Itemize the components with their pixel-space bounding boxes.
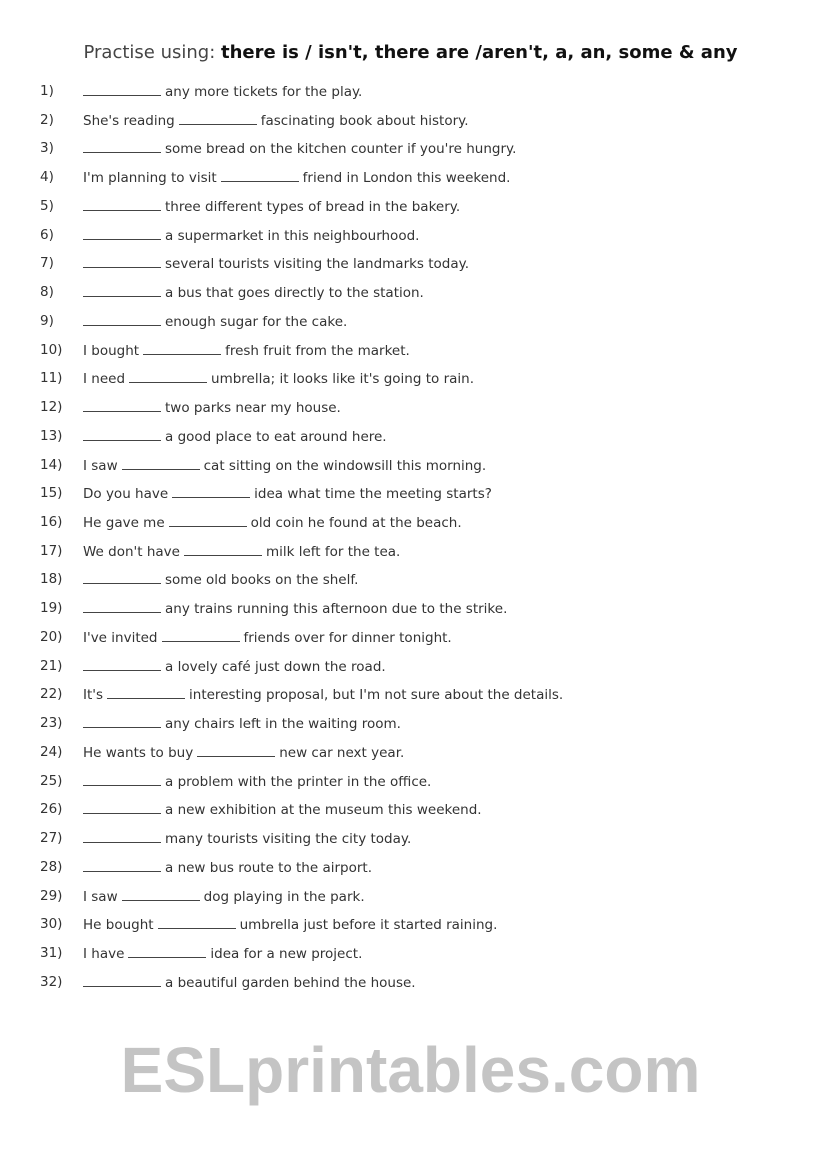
exercise-item: [40, 944, 563, 973]
answer-blank[interactable]: [143, 341, 221, 355]
exercise-item: [40, 369, 563, 398]
answer-blank[interactable]: [83, 973, 161, 987]
exercise-item: [40, 398, 563, 427]
item-number: 10): [40, 341, 63, 358]
item-sentence: [83, 829, 411, 858]
answer-blank[interactable]: [83, 829, 161, 843]
item-number: 21): [40, 657, 63, 674]
item-number: 2): [40, 111, 54, 128]
exercise-list: [40, 82, 563, 1002]
answer-blank[interactable]: [83, 858, 161, 872]
exercise-item: [40, 772, 563, 801]
sentence-after: any more tickets for the play.: [165, 84, 363, 100]
exercise-item: [40, 456, 563, 485]
answer-blank[interactable]: [128, 944, 206, 958]
exercise-item: [40, 685, 563, 714]
exercise-item: [40, 484, 563, 513]
sentence-after: two parks near my house.: [165, 400, 341, 417]
exercise-item: [40, 513, 563, 542]
item-sentence: [83, 226, 419, 255]
sentence-after: many tourists visiting the city today.: [165, 831, 412, 848]
answer-blank[interactable]: [172, 484, 250, 498]
sentence-after: enough sugar for the cake.: [165, 313, 348, 330]
sentence-before: He gave me: [83, 515, 165, 532]
item-sentence: [83, 312, 347, 341]
answer-blank[interactable]: [83, 570, 161, 584]
sentence-before: It's: [83, 687, 104, 704]
exercise-item: [40, 82, 563, 111]
item-number: 3): [40, 140, 54, 157]
sentence-after: interesting proposal, but I'm not sure about the details.: [189, 687, 564, 704]
item-sentence: [83, 800, 482, 829]
item-sentence: [83, 139, 516, 168]
answer-blank[interactable]: [83, 226, 161, 240]
item-sentence: [83, 570, 358, 599]
sentence-after: a supermarket in this neighbourhood.: [165, 227, 420, 244]
item-number: 7): [40, 255, 54, 272]
sentence-after: new car next year.: [279, 744, 405, 761]
item-sentence: [83, 341, 410, 370]
item-number: 19): [40, 600, 63, 617]
exercise-item: [40, 829, 563, 858]
exercise-item: [40, 139, 563, 168]
item-number: 8): [40, 284, 54, 301]
answer-blank[interactable]: [83, 800, 161, 814]
exercise-item: [40, 341, 563, 370]
sentence-after: umbrella; it looks like it's going to rain.: [211, 371, 474, 388]
exercise-item: [40, 887, 563, 916]
sentence-after: any chairs left in the waiting room.: [165, 716, 401, 733]
answer-blank[interactable]: [221, 168, 299, 182]
item-number: 28): [40, 858, 63, 875]
answer-blank[interactable]: [83, 254, 161, 268]
item-sentence: [83, 456, 486, 485]
sentence-after: several tourists visiting the landmarks today.: [165, 256, 470, 273]
exercise-item: [40, 800, 563, 829]
sentence-after: a problem with the printer in the office.: [165, 773, 432, 790]
sentence-before: I need: [83, 371, 126, 388]
answer-blank[interactable]: [83, 398, 161, 412]
exercise-item: [40, 312, 563, 341]
sentence-after: friends over for dinner tonight.: [243, 629, 452, 646]
worksheet-title: [0, 42, 821, 63]
exercise-item: [40, 973, 563, 1002]
item-number: 26): [40, 801, 63, 818]
item-sentence: [83, 484, 492, 513]
sentence-after: a bus that goes directly to the station.: [165, 285, 424, 302]
answer-blank[interactable]: [162, 628, 240, 642]
exercise-item: [40, 570, 563, 599]
item-sentence: [83, 513, 462, 542]
sentence-before: We don't have: [83, 543, 180, 560]
answer-blank[interactable]: [83, 312, 161, 326]
item-sentence: [83, 542, 400, 571]
exercise-item: [40, 628, 563, 657]
answer-blank[interactable]: [169, 513, 247, 527]
exercise-item: [40, 427, 563, 456]
item-sentence: [83, 283, 424, 312]
sentence-after: a new bus route to the airport.: [165, 859, 372, 876]
item-number: 29): [40, 887, 63, 904]
answer-blank[interactable]: [83, 599, 161, 613]
answer-blank[interactable]: [83, 657, 161, 671]
sentence-after: some bread on the kitchen counter if you're hungry.: [165, 141, 517, 158]
exercise-item: [40, 858, 563, 887]
item-number: 27): [40, 830, 63, 847]
answer-blank[interactable]: [129, 369, 207, 383]
item-sentence: [83, 714, 401, 743]
item-sentence: [83, 887, 365, 916]
item-number: 25): [40, 772, 63, 789]
sentence-after: friend in London this weekend.: [302, 170, 511, 187]
sentence-before: I saw: [83, 888, 118, 905]
exercise-item: [40, 657, 563, 686]
exercise-item: [40, 714, 563, 743]
exercise-item: [40, 197, 563, 226]
item-sentence: [83, 168, 510, 197]
exercise-item: [40, 254, 563, 283]
sentence-after: any trains running this afternoon due to the strike.: [165, 601, 508, 618]
sentence-before: I bought: [83, 342, 140, 359]
sentence-after: idea what time the meeting starts?: [254, 486, 492, 503]
item-number: 5): [40, 197, 54, 214]
item-sentence: [83, 685, 563, 714]
item-sentence: [83, 369, 474, 398]
item-number: 1): [40, 83, 54, 99]
sentence-after: three different types of bread in the bakery.: [165, 198, 461, 215]
sentence-after: fascinating book about history.: [260, 112, 469, 129]
sentence-before: I've invited: [83, 629, 158, 646]
item-sentence: [83, 254, 469, 283]
exercise-item: [40, 283, 563, 312]
sentence-after: a new exhibition at the museum this weekend.: [165, 802, 482, 819]
item-sentence: [83, 973, 416, 1002]
item-number: 23): [40, 715, 63, 732]
item-sentence: [83, 599, 507, 628]
sentence-after: fresh fruit from the market.: [225, 342, 410, 359]
item-sentence: [83, 915, 497, 944]
item-number: 24): [40, 743, 63, 760]
title-topic: there is / isn't, there are /aren't, a, an, some & any: [221, 42, 738, 63]
item-sentence: [83, 772, 431, 801]
item-sentence: [83, 944, 362, 973]
item-sentence: [83, 657, 386, 686]
sentence-before: He bought: [83, 917, 154, 934]
watermark: ESLprintables.com: [120, 1034, 701, 1106]
answer-blank[interactable]: [83, 139, 161, 153]
item-number: 17): [40, 542, 63, 559]
exercise-item: [40, 743, 563, 772]
item-number: 22): [40, 686, 63, 703]
item-number: 6): [40, 226, 54, 243]
title-prefix: Practise using:: [83, 42, 221, 63]
exercise-item: [40, 111, 563, 140]
answer-blank[interactable]: [83, 82, 161, 96]
item-number: 14): [40, 456, 63, 473]
item-sentence: [83, 82, 362, 111]
exercise-item: [40, 542, 563, 571]
answer-blank[interactable]: [83, 772, 161, 786]
answer-blank[interactable]: [179, 111, 257, 125]
sentence-before: I have: [83, 946, 125, 963]
item-number: 11): [40, 370, 63, 387]
item-number: 15): [40, 485, 63, 502]
sentence-before: I saw: [83, 457, 118, 474]
sentence-after: a good place to eat around here.: [165, 428, 387, 445]
sentence-before: She's reading: [83, 112, 175, 129]
item-number: 16): [40, 514, 63, 531]
item-number: 30): [40, 916, 63, 933]
sentence-after: umbrella just before it started raining.: [239, 917, 498, 934]
exercise-item: [40, 226, 563, 255]
sentence-after: old coin he found at the beach.: [250, 515, 462, 532]
item-number: 13): [40, 427, 63, 444]
item-number: 31): [40, 945, 63, 962]
answer-blank[interactable]: [83, 427, 161, 441]
item-sentence: [83, 427, 387, 456]
item-number: 12): [40, 399, 63, 416]
exercise-item: [40, 168, 563, 197]
sentence-before: He wants to buy: [83, 744, 194, 761]
sentence-after: a beautiful garden behind the house.: [165, 974, 416, 991]
sentence-before: I'm planning to visit: [83, 170, 217, 187]
item-sentence: [83, 398, 341, 427]
item-number: 20): [40, 628, 63, 645]
answer-blank[interactable]: [83, 714, 161, 728]
answer-blank[interactable]: [197, 743, 275, 757]
answer-blank[interactable]: [83, 197, 161, 211]
sentence-after: some old books on the shelf.: [165, 572, 359, 589]
answer-blank[interactable]: [83, 283, 161, 297]
exercise-item: [40, 915, 563, 944]
sentence-after: idea for a new project.: [210, 946, 363, 963]
item-sentence: [83, 858, 372, 887]
item-sentence: [83, 197, 460, 226]
item-sentence: [83, 743, 404, 772]
item-sentence: [83, 628, 452, 657]
answer-blank[interactable]: [122, 456, 200, 470]
sentence-before: Do you have: [83, 486, 169, 503]
sentence-after: milk left for the tea.: [265, 543, 401, 560]
answer-blank[interactable]: [184, 542, 262, 556]
sentence-after: a lovely café just down the road.: [165, 658, 386, 675]
item-number: 4): [40, 169, 54, 186]
answer-blank[interactable]: [122, 887, 200, 901]
item-sentence: [83, 111, 469, 140]
sentence-after: cat sitting on the windowsill this morning.: [203, 457, 487, 474]
answer-blank[interactable]: [158, 915, 236, 929]
answer-blank[interactable]: [107, 685, 185, 699]
exercise-item: [40, 599, 563, 628]
item-number: 18): [40, 571, 63, 588]
item-number: 32): [40, 973, 63, 990]
item-number: 9): [40, 312, 54, 329]
sentence-after: dog playing in the park.: [203, 888, 365, 905]
